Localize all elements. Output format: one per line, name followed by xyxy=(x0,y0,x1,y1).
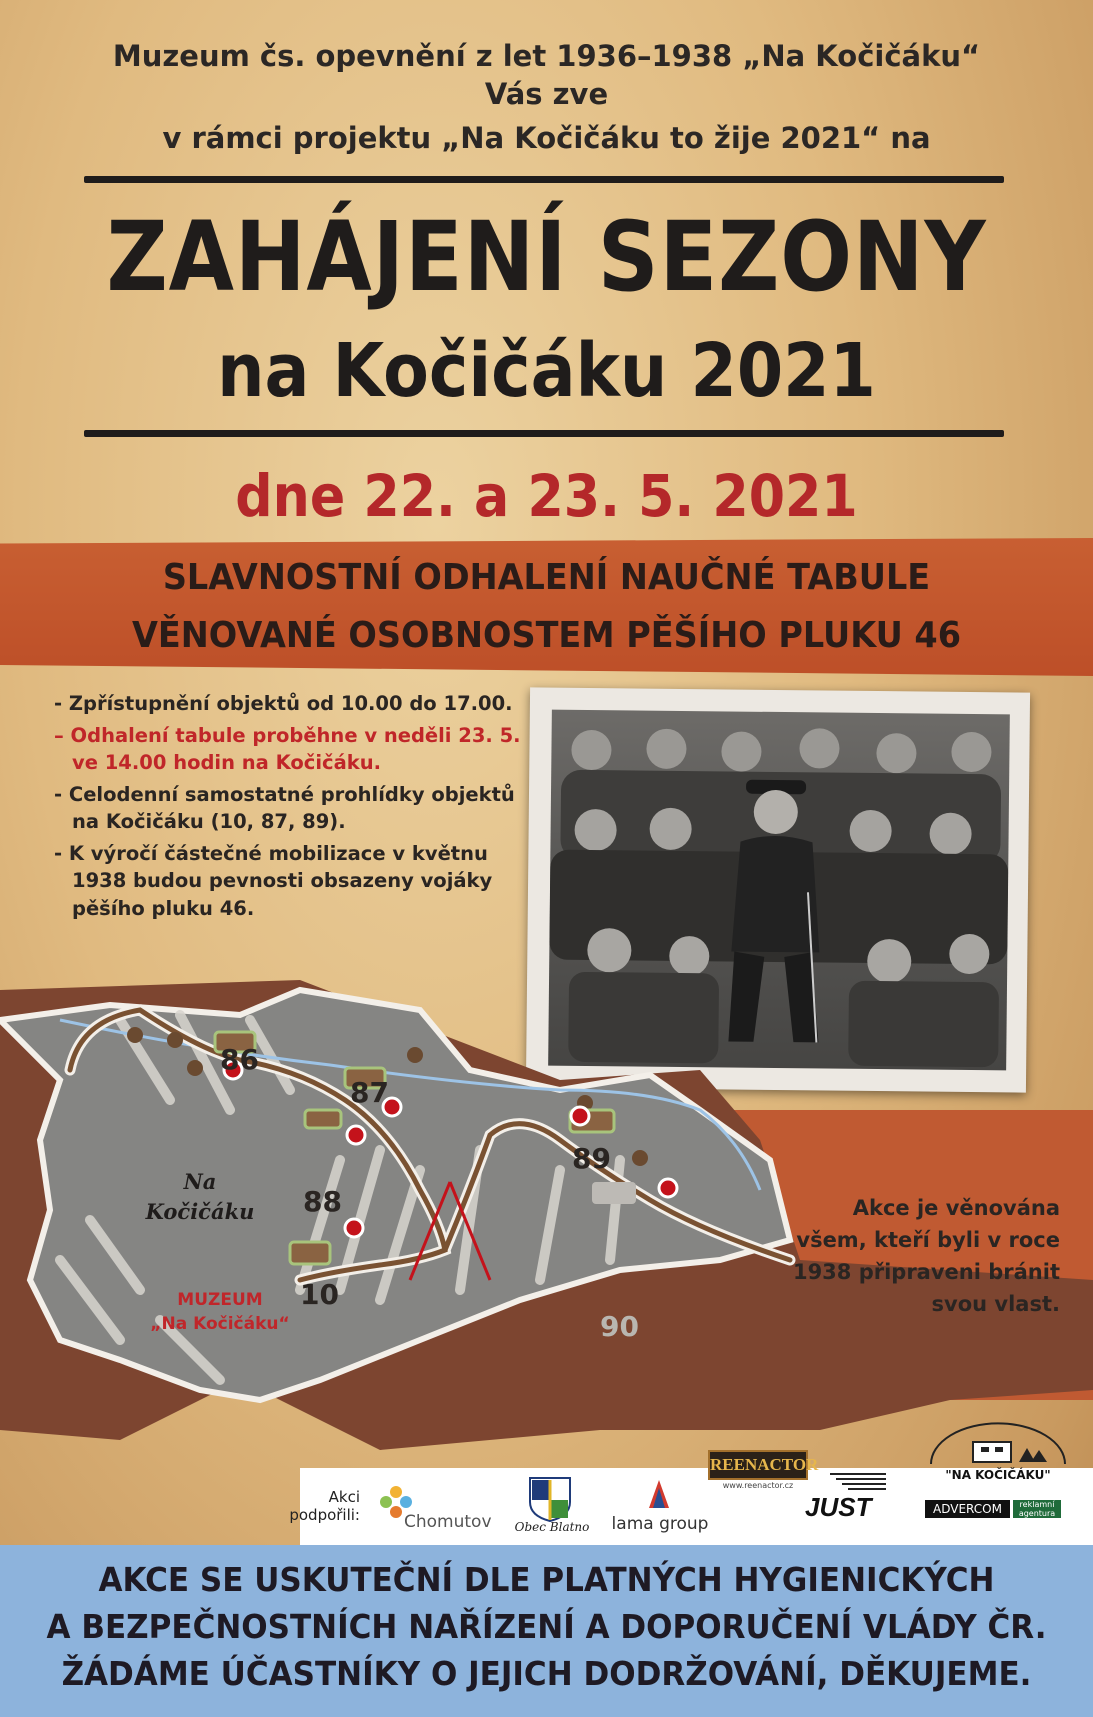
notice-line-3: ŽÁDÁME ÚČASTNÍKY O JEJICH DODRŽOVÁNÍ, DĚKUJEME. xyxy=(61,1654,1032,1693)
reenactor-text: REENACTOR xyxy=(708,1450,808,1480)
lama-icon xyxy=(645,1478,673,1512)
dedication-text xyxy=(790,1192,1060,1320)
advercom-text: ADVERCOM xyxy=(925,1500,1010,1518)
just-logo xyxy=(800,1470,895,1528)
sponsors-label-line-1: Akci xyxy=(328,1488,360,1506)
notice-line-2: A BEZPEČNOSTNÍCH NAŘÍZENÍ A DOPORUČENÍ VLÁDY ČR. xyxy=(46,1607,1047,1646)
header-line-2: Vás zve xyxy=(484,77,609,111)
map-object-86: 86 xyxy=(220,1043,259,1076)
place-label-line-1: Na xyxy=(183,1169,217,1194)
sponsors-label xyxy=(280,1488,360,1524)
title-rule-top xyxy=(84,176,1004,183)
page-subtitle: na Kočičáku 2021 xyxy=(217,328,876,414)
map-object-10: 10 xyxy=(300,1278,339,1311)
program-item: - Celodenní samostatné prohlídky objektů na Kočičáku (10, 87, 89). xyxy=(54,782,515,833)
sponsors-label-line-2: podpořili: xyxy=(289,1506,360,1524)
museum-label-line-2: „Na Kočičáku“ xyxy=(150,1314,290,1334)
blatno-logo xyxy=(512,1476,592,1536)
page-title: ZAHÁJENÍ SEZONY xyxy=(106,201,987,313)
program-item: - K výročí částečné mobilizace v květnu 1938 budou pevnosti obsazeny vojáky pěšího pluku 46. xyxy=(54,841,493,920)
map-object-88: 88 xyxy=(303,1185,342,1218)
advercom-tagline xyxy=(1013,1500,1061,1518)
advercom-tagline-line-2: agentura xyxy=(1018,1509,1056,1518)
just-text: JUST xyxy=(805,1492,872,1522)
reenactor-url: www.reenactor.cz xyxy=(722,1481,794,1490)
program-item: - Zpřístupnění objektů od 10.00 do 17.00. xyxy=(54,692,513,715)
museum-logo-text: "NA KOČIČÁKU" xyxy=(945,1468,1051,1482)
reenactor-logo xyxy=(708,1450,819,1490)
map-object-90: 90 xyxy=(600,1310,639,1343)
notice-line-1: AKCE SE USKUTEČNÍ DLE PLATNÝCH HYGIENICKÝCH xyxy=(98,1560,995,1599)
place-label-line-2: Kočičáku xyxy=(145,1199,255,1224)
header-line-3: v rámci projektu „Na Kočičáku to žije 2021“ na xyxy=(162,121,931,155)
map-place-label xyxy=(130,1167,270,1227)
museum-emblem-icon xyxy=(923,1420,1073,1474)
chomutov-logo xyxy=(378,1484,492,1534)
title-rule-bottom xyxy=(84,430,1004,437)
advercom-tagline-line-1: reklamní xyxy=(1019,1500,1055,1509)
map-object-89: 89 xyxy=(572,1142,611,1175)
dedication-line-2: všem, kteří byli v roce xyxy=(796,1228,1060,1252)
advercom-logo xyxy=(925,1500,1060,1520)
program-item-highlight: – Odhalení tabule proběhne v neděli 23. 5. ve 14.00 hodin na Kočičáku. xyxy=(54,723,521,774)
event-date: dne 22. a 23. 5. 2021 xyxy=(235,462,858,530)
program-list xyxy=(42,690,522,926)
header-line-1: Muzeum čs. opevnění z let 1936–1938 „Na Kočičáku“ xyxy=(112,39,981,73)
blatno-text: Obec Blatno xyxy=(514,1520,590,1534)
blatno-coat-of-arms-icon xyxy=(528,1476,572,1522)
lama-group-text: lama group xyxy=(611,1514,709,1534)
dedication-line-3: 1938 připraveni bránit xyxy=(792,1260,1060,1284)
lama-group-logo xyxy=(610,1478,710,1536)
chomutov-text: Chomutov xyxy=(404,1512,492,1532)
museum-logo xyxy=(918,1420,1078,1488)
museum-label-line-1: MUZEUM xyxy=(177,1290,263,1310)
map-object-87: 87 xyxy=(350,1076,389,1109)
band-line-2: VĚNOVANÉ OSOBNOSTEM PĚŠÍHO PLUKU 46 xyxy=(131,615,962,656)
band-line-1: SLAVNOSTNÍ ODHALENÍ NAUČNÉ TABULE xyxy=(162,557,931,598)
museum-label xyxy=(140,1288,300,1336)
dedication-line-1: Akce je věnována xyxy=(852,1196,1060,1220)
dedication-line-4: svou vlast. xyxy=(931,1292,1060,1316)
